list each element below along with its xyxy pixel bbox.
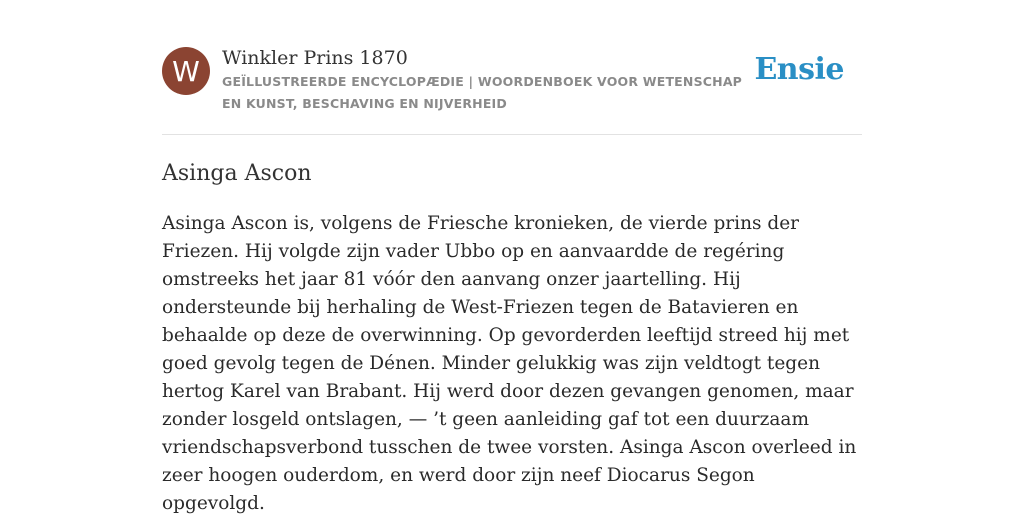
- article-body: Asinga Ascon is, volgens de Friesche kronieken, de vierde prins der Friezen. Hij volgde zijn vader Ubbo op en aanvaardde de regéring omstreeks het jaar 81 vóór den aanvang onzer jaartelling. Hij ondersteunde bij herhaling de West-Friezen tegen de Batavieren en behaalde op deze de overwinning. Op gevorderden leeftijd streed hij met goed gevolg tegen de Dénen. Minder gelukkig was zijn veldtogt tegen hertog Karel van Brabant. Hij werd door dezen gevangen genomen, maar zonder losgeld ontslagen, — ’t geen aanleiding gaf tot een duurzaam vriendschapsverbond tusschen de twee vorsten. Asinga Ascon overleed in zeer hoogen ouderdom, en werd door zijn neef Diocarus Segon opgevolgd.: [162, 213, 857, 514]
- source-header: [162, 44, 862, 135]
- article-title: Asinga Ascon: [162, 161, 312, 186]
- page-container: [162, 44, 862, 518]
- brand-logo[interactable]: Ensie: [754, 52, 844, 87]
- source-subtitle: GEÏLLUSTREERDE ENCYCLOPÆDIE | WOORDENBOEK VOOR WETENSCHAP EN KUNST, BESCHAVING EN NIJVERHEID: [222, 74, 743, 111]
- source-info: [222, 44, 752, 115]
- source-avatar[interactable]: W: [162, 47, 210, 95]
- source-title[interactable]: Winkler Prins 1870: [222, 47, 408, 69]
